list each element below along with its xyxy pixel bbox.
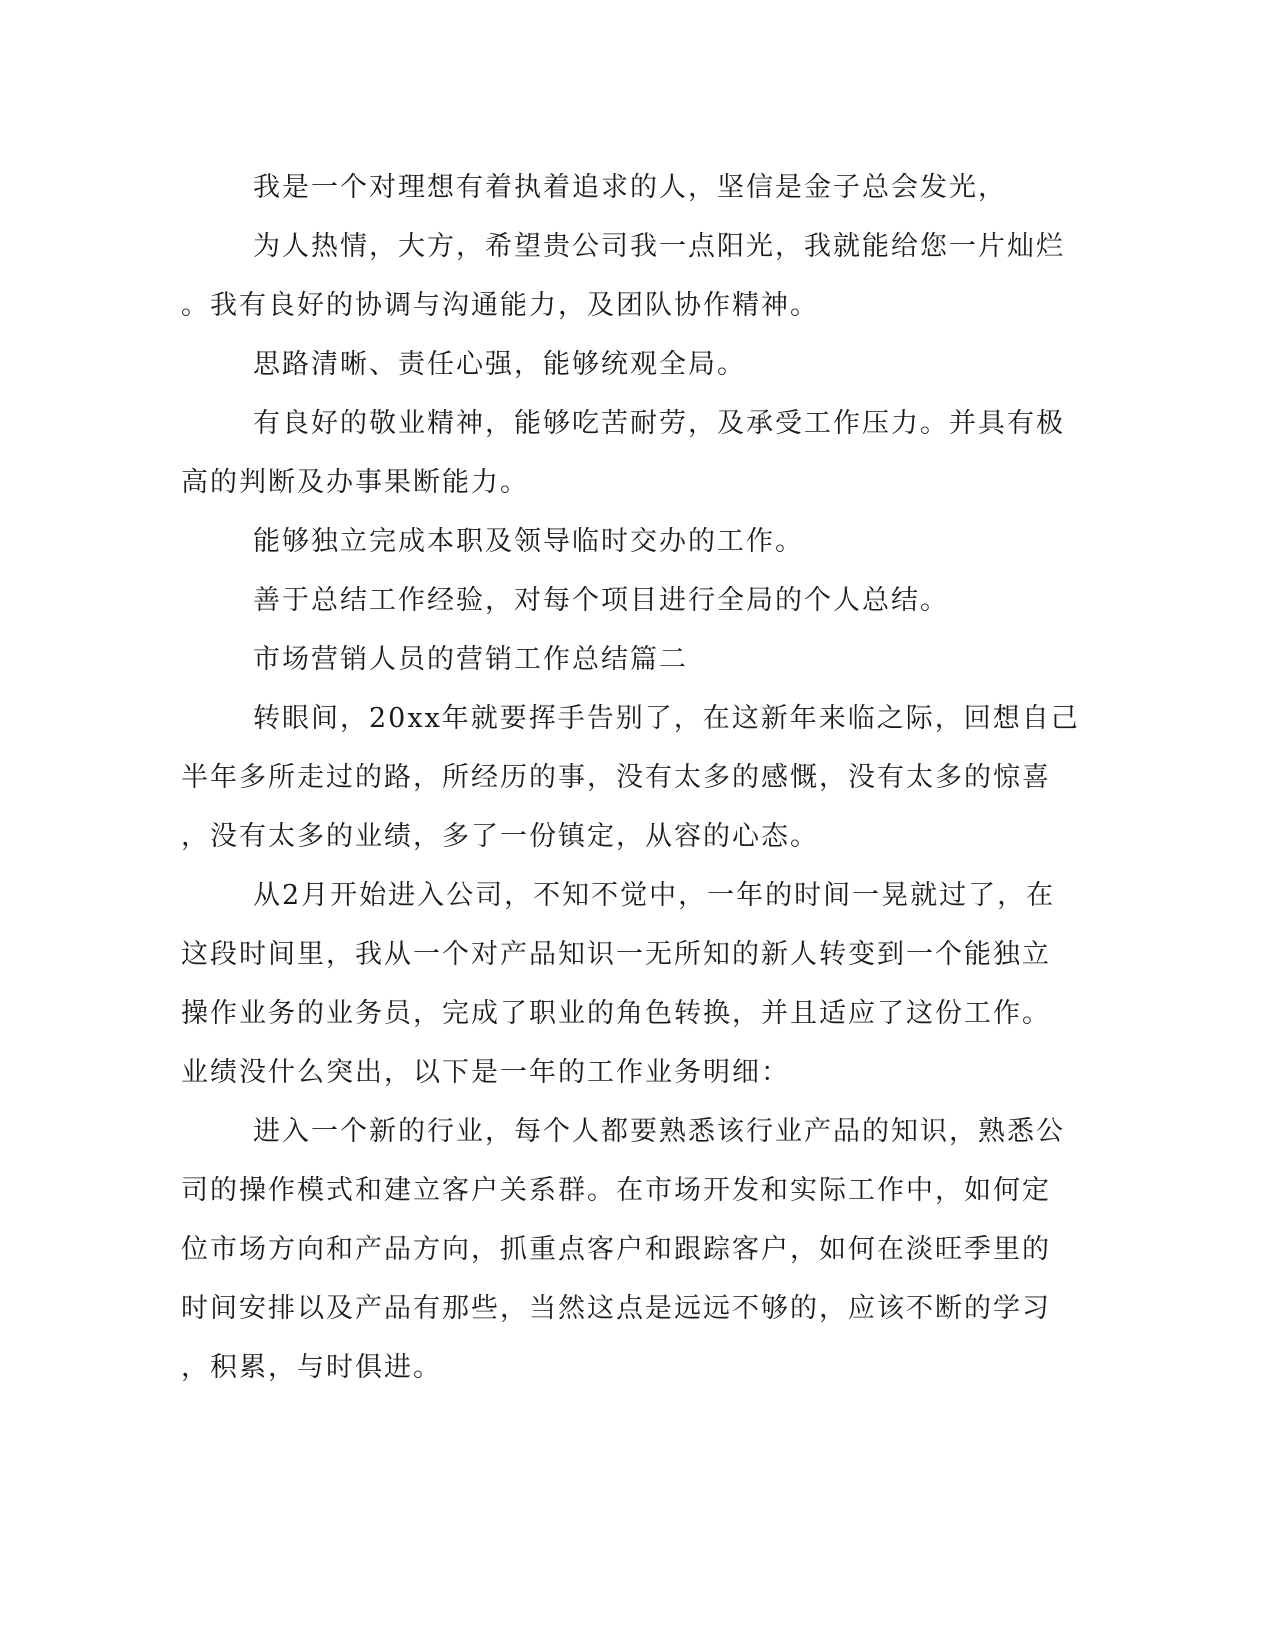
text-line: 司的操作模式和建立客户关系群。在市场开发和实际工作中，如何定 <box>181 1175 1051 1206</box>
text-line: 从2月开始进入公司，不知不觉中，一年的时间一晃就过了，在 <box>253 880 1056 911</box>
text-line: 高的判断及办事果断能力。 <box>181 467 529 498</box>
text-line: ，积累，与时俱进。 <box>181 1352 442 1383</box>
text-line: 业绩没什么突出，以下是一年的工作业务明细： <box>181 1057 790 1088</box>
text-line: 进入一个新的行业，每个人都要熟悉该行业产品的知识，熟悉公 <box>253 1116 1065 1147</box>
text-line: 思路清晰、责任心强，能够统观全局。 <box>253 349 746 380</box>
text-line: 有良好的敬业精神，能够吃苦耐劳，及承受工作压力。并具有极 <box>253 408 1065 439</box>
text-line: 半年多所走过的路，所经历的事，没有太多的感慨，没有太多的惊喜 <box>181 762 1051 793</box>
text-line: 操作业务的业务员，完成了职业的角色转换，并且适应了这份工作。 <box>181 998 1051 1029</box>
text-line: 我是一个对理想有着执着追求的人，坚信是金子总会发光， <box>253 172 1007 203</box>
text-line: 时间安排以及产品有那些，当然这点是远远不够的，应该不断的学习 <box>181 1293 1051 1324</box>
text-line: ，没有太多的业绩，多了一份镇定，从容的心态。 <box>181 821 819 852</box>
document-body <box>181 158 1080 1397</box>
text-line: 能够独立完成本职及领导临时交办的工作。 <box>253 526 804 557</box>
text-line: 为人热情，大方，希望贵公司我一点阳光，我就能给您一片灿烂 <box>253 231 1065 262</box>
text-line: 善于总结工作经验，对每个项目进行全局的个人总结。 <box>253 585 949 616</box>
text-line: 转眼间，20xx年就要挥手告别了，在这新年来临之际，回想自己 <box>253 703 1080 734</box>
text-line: 。我有良好的协调与沟通能力，及团队协作精神。 <box>181 290 819 321</box>
section-heading: 市场营销人员的营销工作总结篇二 <box>253 644 688 675</box>
text-line: 位市场方向和产品方向，抓重点客户和跟踪客户，如何在淡旺季里的 <box>181 1234 1051 1265</box>
text-line: 这段时间里，我从一个对产品知识一无所知的新人转变到一个能独立 <box>181 939 1051 970</box>
